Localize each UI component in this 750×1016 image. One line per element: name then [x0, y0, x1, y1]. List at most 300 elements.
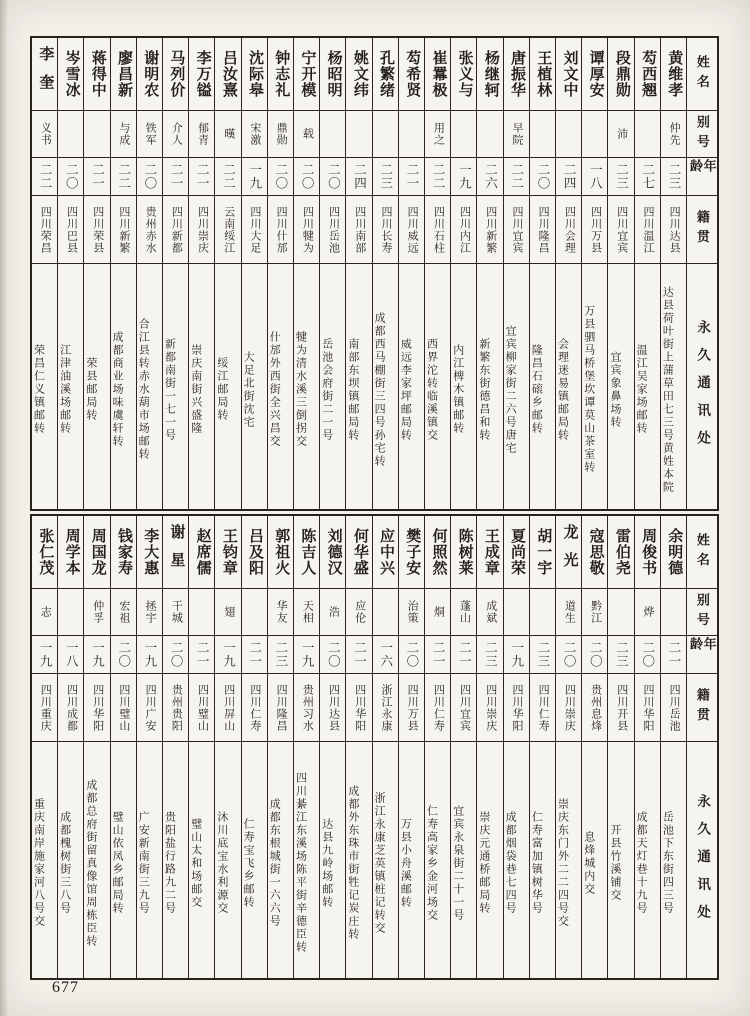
entry-column: [372, 516, 398, 978]
alias-cell: [268, 589, 293, 636]
origin-text: 四川隆昌: [275, 683, 288, 732]
age-cell: [373, 158, 398, 196]
alias-text: 华友: [275, 600, 288, 624]
origin-text: 四川南部: [353, 205, 366, 254]
address-cell: [556, 742, 581, 978]
origin-cell: [373, 674, 398, 742]
age-cell: [425, 636, 450, 674]
alias-text: 鼎勋: [275, 122, 288, 146]
origin-cell: [504, 674, 529, 742]
origin-cell: [582, 674, 607, 742]
name-text: 黄维孝: [666, 50, 683, 98]
alias-cell: [582, 111, 607, 158]
entry-column: [188, 38, 214, 509]
address-text: 宜宾柳家街二六号唐宅: [504, 324, 517, 455]
name-text: 何照然: [430, 528, 447, 576]
address-cell: [294, 742, 319, 978]
alias-cell: [504, 589, 529, 636]
entry-column: [398, 516, 424, 978]
alias-text: 宏祖: [117, 600, 130, 624]
age-cell: [425, 158, 450, 196]
address-text: 岳池会府街二一号: [320, 337, 333, 442]
header-address-text: 永久通讯处: [695, 320, 711, 459]
alias-text: 用之: [432, 122, 445, 146]
entry-column: [319, 38, 345, 509]
name-cell: [294, 38, 319, 111]
age-cell: [58, 158, 83, 196]
name-text: 夏尚荣: [509, 528, 526, 576]
address-text: 荣县邮局转: [84, 357, 97, 422]
origin-cell: [58, 196, 83, 264]
name-text: 李大惠: [142, 528, 159, 576]
name-text: 陈吉人: [299, 528, 316, 576]
age-text: 二一: [352, 641, 367, 668]
age-cell: [320, 636, 345, 674]
address-text: 沐川底宝水利源交: [215, 811, 228, 915]
alias-cell: [163, 589, 188, 636]
alias-cell: [215, 589, 240, 636]
name-text: 张义与: [456, 50, 473, 98]
alias-cell: [477, 589, 502, 636]
age-text: 一八: [64, 641, 79, 668]
address-cell: [242, 742, 267, 978]
entry-column: [607, 516, 633, 978]
alias-cell: [189, 111, 214, 158]
origin-text: 四川什邡: [275, 205, 288, 254]
header-alias-cell: [687, 589, 717, 636]
header-address-text: 永久通讯处: [695, 793, 711, 933]
age-cell: [635, 636, 660, 674]
alias-cell: [635, 589, 660, 636]
origin-text: 四川仁寿: [432, 683, 445, 732]
address-text: 达县九岭场邮转: [320, 817, 333, 909]
alias-text: 翅: [222, 606, 235, 618]
alias-cell: [661, 589, 686, 636]
address-cell: [582, 264, 607, 509]
entry-column: [57, 516, 83, 978]
age-text: 二四: [352, 163, 367, 190]
entry-column: [450, 516, 476, 978]
age-text: 二七: [640, 163, 655, 190]
origin-text: 四川达县: [327, 683, 340, 732]
origin-cell: [608, 674, 633, 742]
name-cell: [556, 38, 581, 111]
alias-text: 蓬山: [458, 600, 471, 624]
name-cell: [530, 38, 555, 111]
age-text: 二三: [535, 641, 550, 668]
name-cell: [635, 38, 660, 111]
address-cell: [399, 264, 424, 509]
name-cell: [84, 38, 109, 111]
name-text: 段鼎勋: [613, 50, 630, 98]
entry-column: [267, 516, 293, 978]
alias-cell: [137, 589, 162, 636]
age-cell: [137, 158, 162, 196]
address-cell: [163, 742, 188, 978]
origin-cell: [32, 196, 57, 264]
origin-text: 四川璧山: [117, 683, 130, 732]
name-cell: [661, 516, 686, 589]
name-text: 杨继轲: [482, 50, 499, 98]
age-cell: [111, 158, 136, 196]
age-text: 二三: [614, 641, 629, 668]
name-cell: [373, 516, 398, 589]
alias-cell: [661, 111, 686, 158]
age-cell: [242, 158, 267, 196]
age-text: 二六: [483, 163, 498, 190]
age-text: 二三: [273, 641, 288, 668]
age-cell: [661, 158, 686, 196]
age-cell: [242, 636, 267, 674]
name-text: 芶西翘: [640, 50, 657, 98]
address-text: 什邡外西街全兴昌交: [268, 331, 281, 448]
address-cell: [530, 742, 555, 978]
address-cell: [373, 742, 398, 978]
name-text: 吕及阳: [247, 528, 264, 576]
origin-text: 贵州习水: [301, 683, 314, 732]
origin-text: 四川宜宾: [615, 205, 628, 254]
entry-column: [214, 38, 240, 509]
address-text: 万县小舟溪邮转: [399, 817, 412, 909]
header-address-cell: [687, 742, 717, 978]
origin-cell: [661, 674, 686, 742]
age-text: 二〇: [640, 641, 655, 668]
name-cell: [556, 516, 581, 589]
address-cell: [373, 264, 398, 509]
header-alias-cell: [687, 111, 717, 158]
origin-text: 浙江永康: [379, 683, 392, 732]
address-cell: [268, 742, 293, 978]
address-cell: [477, 264, 502, 509]
entry-column: [32, 516, 57, 978]
origin-text: 四川新繁: [117, 205, 130, 254]
alias-cell: [635, 111, 660, 158]
name-text: 钱家寿: [116, 528, 132, 576]
origin-text: 四川仁寿: [248, 683, 261, 732]
name-cell: [373, 38, 398, 111]
origin-cell: [661, 196, 686, 264]
address-text: 广安新南街三九号: [137, 811, 150, 915]
name-cell: [215, 38, 240, 111]
origin-cell: [504, 196, 529, 264]
alias-cell: [425, 589, 450, 636]
alias-text: 干城: [170, 600, 183, 624]
name-text: 陈树莱: [456, 528, 473, 576]
entry-column: [503, 516, 529, 978]
entry-column: [660, 38, 686, 509]
age-cell: [32, 158, 57, 196]
address-cell: [504, 742, 529, 978]
name-cell: [582, 516, 607, 589]
entry-column: [555, 516, 581, 978]
name-cell: [294, 516, 319, 589]
address-text: 成都槐树街三八号: [58, 811, 71, 915]
alias-text: 介人: [170, 122, 183, 146]
header-age-text: 年龄: [688, 159, 717, 179]
origin-cell: [635, 674, 660, 742]
page-number: 677: [52, 979, 79, 996]
alias-cell: [530, 589, 555, 636]
age-cell: [268, 636, 293, 674]
origin-text: 四川温江: [641, 205, 654, 254]
alias-text: 黔江: [589, 600, 602, 624]
origin-cell: [399, 674, 424, 742]
entry-column: [581, 516, 607, 978]
alias-cell: [556, 589, 581, 636]
name-text: 沈际皋: [247, 50, 264, 98]
alias-text: 沛: [615, 128, 628, 140]
origin-text: 四川会理: [563, 205, 576, 254]
entry-column: [241, 38, 267, 509]
name-cell: [608, 516, 633, 589]
name-text: 吕汝熹: [220, 50, 237, 98]
age-cell: [189, 158, 214, 196]
address-cell: [608, 264, 633, 509]
origin-cell: [346, 196, 371, 264]
address-text: 璧山依凤乡邮局转: [111, 811, 124, 915]
address-text: 岳池下东街四三号: [661, 811, 674, 915]
age-text: 二四: [562, 163, 577, 190]
origin-text: 四川广安: [144, 683, 157, 732]
origin-cell: [84, 196, 109, 264]
address-cell: [268, 264, 293, 509]
origin-text: 四川宜宾: [458, 683, 471, 732]
alias-cell: [320, 111, 345, 158]
alias-cell: [346, 589, 371, 636]
age-text: 二一: [666, 641, 681, 668]
entry-column: [424, 516, 450, 978]
address-cell: [137, 264, 162, 509]
age-text: 二三: [483, 641, 498, 668]
name-text: 王植林: [535, 50, 552, 98]
name-cell: [582, 38, 607, 111]
alias-cell: [215, 111, 240, 158]
address-cell: [84, 264, 109, 509]
address-text: 重庆南岸施家河八号交: [32, 798, 45, 928]
entry-column: [529, 516, 555, 978]
age-cell: [346, 636, 371, 674]
origin-text: 四川荣昌: [39, 205, 52, 254]
alias-text: 与成: [117, 122, 130, 146]
name-text: 刘文中: [561, 50, 578, 98]
address-cell: [399, 742, 424, 978]
name-cell: [84, 516, 109, 589]
header-alias-text: 别号: [694, 114, 710, 154]
name-cell: [425, 516, 450, 589]
address-text: 宜宾象鼻场转: [608, 350, 621, 429]
alias-cell: [111, 589, 136, 636]
age-text: 一九: [247, 163, 262, 190]
alias-text: 治策: [406, 600, 419, 624]
address-text: 仁寿高家乡金河场交: [425, 804, 438, 922]
age-text: 二〇: [562, 641, 577, 668]
age-cell: [111, 636, 136, 674]
entry-column: [476, 516, 502, 978]
alias-cell: [242, 589, 267, 636]
name-text: 岑雪冰: [63, 50, 80, 98]
alias-text: 载: [301, 128, 314, 140]
age-cell: [504, 636, 529, 674]
header-origin-cell: [687, 196, 717, 264]
age-cell: [58, 636, 83, 674]
age-cell: [268, 158, 293, 196]
name-text: 廖昌新: [116, 50, 132, 98]
address-cell: [582, 742, 607, 978]
name-cell: [242, 38, 267, 111]
origin-text: 四川万县: [406, 683, 419, 732]
entry-column: [32, 38, 57, 509]
origin-cell: [556, 196, 581, 264]
name-text: 杨昭明: [325, 50, 342, 98]
header-alias-text: 别号: [694, 592, 710, 632]
alias-text: 宋激: [248, 122, 261, 146]
entry-column: [162, 38, 188, 509]
age-text: 一九: [300, 641, 315, 668]
address-text: 成都外东珠市街牲记炭庄转: [346, 785, 359, 941]
name-cell: [111, 38, 136, 111]
name-cell: [504, 516, 529, 589]
age-cell: [451, 636, 476, 674]
origin-cell: [58, 674, 83, 742]
origin-cell: [189, 196, 214, 264]
name-cell: [399, 38, 424, 111]
age-text: 二三: [378, 163, 393, 190]
address-cell: [58, 264, 83, 509]
entry-column: [110, 516, 136, 978]
address-text: 成都总府街留真像馆周栋臣转: [84, 778, 97, 948]
name-cell: [32, 38, 57, 111]
alias-text: 拯宇: [144, 600, 157, 624]
age-cell: [346, 158, 371, 196]
address-cell: [32, 742, 57, 978]
scan-edge-shading: [0, 0, 8, 1016]
name-text: 余明德: [666, 528, 683, 576]
address-text: 荣昌仁义镇邮转: [32, 344, 45, 435]
entry-column: [293, 516, 319, 978]
origin-cell: [163, 674, 188, 742]
name-text: 应中兴: [378, 528, 395, 576]
address-text: 贵阳盐行路九二号: [163, 811, 176, 915]
name-text: 周俊书: [640, 528, 657, 576]
origin-cell: [294, 674, 319, 742]
name-cell: [477, 516, 502, 589]
name-cell: [635, 516, 660, 589]
alias-text: 早院: [510, 122, 523, 146]
entry-column: [450, 38, 476, 509]
age-cell: [294, 636, 319, 674]
name-cell: [111, 516, 136, 589]
age-cell: [137, 636, 162, 674]
age-text: 二一: [195, 641, 210, 668]
alias-cell: [477, 111, 502, 158]
name-cell: [320, 38, 345, 111]
address-text: 成都烟袋巷七四号: [504, 811, 517, 915]
address-cell: [451, 264, 476, 509]
address-cell: [661, 742, 686, 978]
entry-column: [634, 38, 660, 509]
age-text: 一九: [457, 163, 472, 190]
origin-text: 四川屏山: [222, 683, 235, 732]
age-text: 二〇: [273, 163, 288, 190]
origin-text: 贵州贵阳: [170, 683, 183, 732]
name-cell: [268, 38, 293, 111]
address-cell: [451, 742, 476, 978]
address-cell: [425, 264, 450, 509]
name-text: 赵席儒: [194, 528, 211, 576]
origin-text: 四川新都: [170, 205, 183, 254]
address-cell: [661, 264, 686, 509]
entry-column: [241, 516, 267, 978]
age-cell: [451, 158, 476, 196]
alias-cell: [556, 111, 581, 158]
entry-column: [634, 516, 660, 978]
entry-column: [555, 38, 581, 509]
entry-column: [345, 516, 371, 978]
address-cell: [320, 742, 345, 978]
origin-text: 四川华阳: [641, 683, 654, 732]
name-text: 何华盛: [351, 528, 368, 576]
age-text: 二一: [90, 163, 105, 190]
age-text: 二〇: [326, 641, 341, 668]
age-text: 二一: [404, 163, 419, 190]
address-text: 仁寿宝飞乡邮转: [242, 817, 255, 909]
name-cell: [163, 516, 188, 589]
name-text: 蒋得中: [89, 50, 106, 98]
alias-text: 道生: [563, 600, 576, 624]
origin-text: 贵州赤水: [144, 205, 157, 254]
age-text: 二一: [169, 163, 184, 190]
name-text: 钟志礼: [273, 50, 290, 98]
name-cell: [346, 516, 371, 589]
alias-text: 郁青: [196, 122, 209, 146]
origin-text: 四川万县: [589, 205, 602, 254]
origin-cell: [137, 196, 162, 264]
address-cell: [189, 264, 214, 509]
age-cell: [582, 636, 607, 674]
age-cell: [399, 636, 424, 674]
origin-cell: [582, 196, 607, 264]
origin-cell: [84, 674, 109, 742]
origin-text: 四川犍为: [301, 205, 314, 254]
origin-text: 四川成都: [65, 683, 78, 732]
alias-text: 仲孚: [91, 600, 104, 624]
alias-cell: [399, 111, 424, 158]
alias-text: 仲先: [668, 122, 681, 146]
alias-cell: [32, 589, 57, 636]
origin-cell: [294, 196, 319, 264]
address-cell: [608, 742, 633, 978]
origin-text: 四川仁寿: [537, 683, 550, 732]
age-text: 二〇: [142, 163, 157, 190]
age-text: 二一: [195, 163, 210, 190]
age-text: 二二: [116, 163, 131, 190]
alias-cell: [84, 111, 109, 158]
age-text: 二〇: [64, 163, 79, 190]
name-cell: [451, 38, 476, 111]
age-cell: [84, 636, 109, 674]
age-cell: [530, 636, 555, 674]
age-cell: [84, 158, 109, 196]
origin-text: 四川岳池: [668, 683, 681, 732]
address-text: 威远李家坪邮局转: [399, 337, 412, 442]
entry-column: [214, 516, 240, 978]
entry-column: [57, 38, 83, 509]
age-cell: [399, 158, 424, 196]
name-text: 郭祖火: [273, 528, 290, 576]
origin-cell: [477, 674, 502, 742]
origin-text: 四川华阳: [91, 683, 104, 732]
name-cell: [215, 516, 240, 589]
